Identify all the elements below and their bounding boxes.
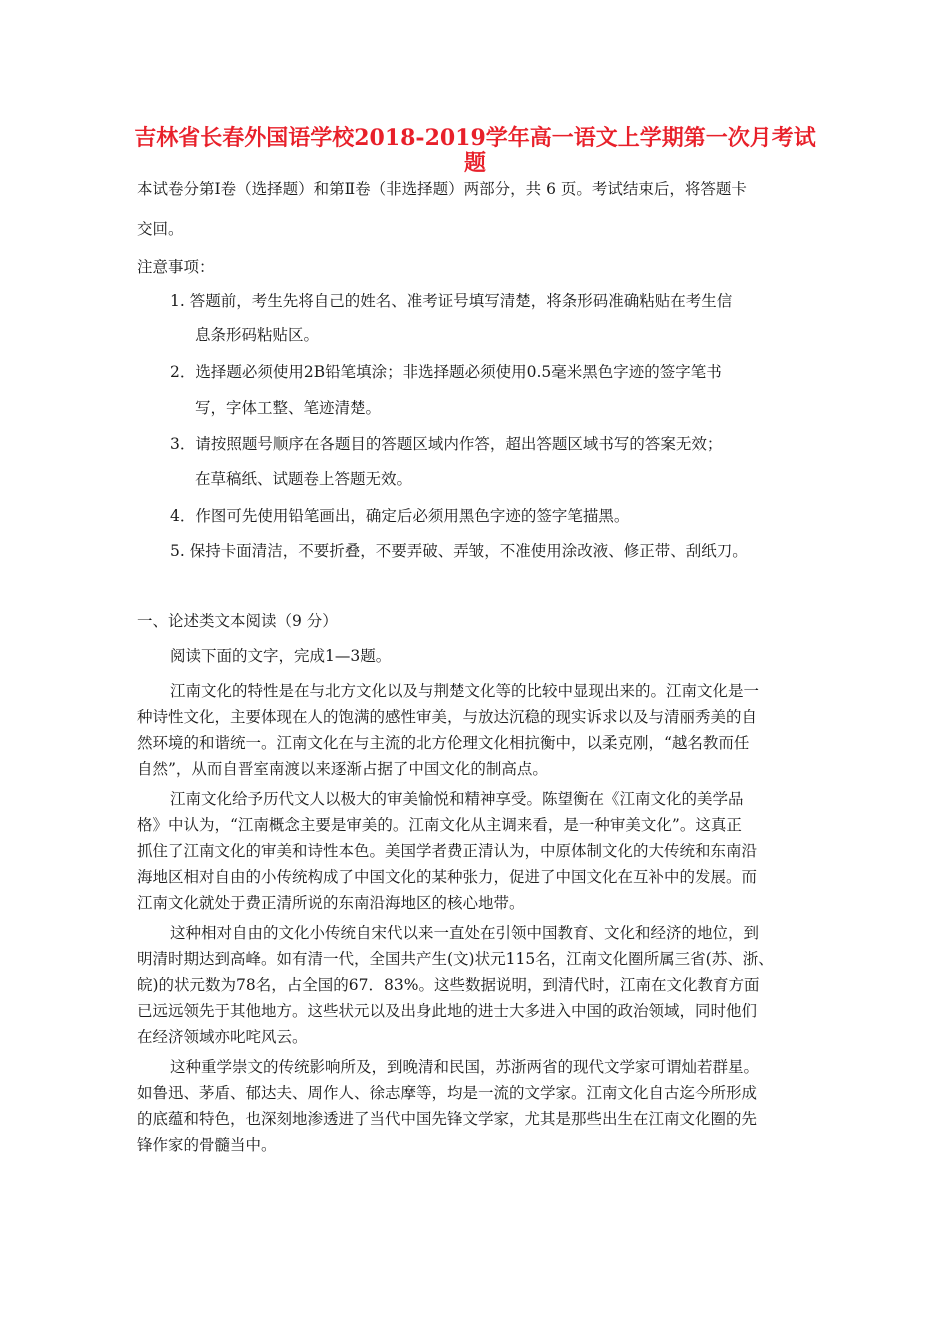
intro-line-2: 交回。 (137, 220, 184, 238)
notice-item-2: 2．选择题必须使用2B铅笔填涂；非选择题必须使用0.5毫米黑色字迹的签字笔书 (170, 363, 722, 381)
intro-line-1: 本试卷分第Ⅰ卷（选择题）和第Ⅱ卷（非选择题）两部分，共 6 页。考试结束后，将答题卡 (137, 180, 747, 198)
passage-line: 抓住了江南文化的审美和诗性本色。美国学者费正清认为，中原体制文化的大传统和东南沿 (137, 842, 758, 860)
passage-line: 江南文化的特性是在与北方文化以及与荆楚文化等的比较中显现出来的。江南文化是一 (170, 682, 760, 700)
passage-line: 锋作家的骨髓当中。 (137, 1136, 277, 1154)
passage-line: 海地区相对自由的小传统构成了中国文化的某种张力，促进了中国文化在互补中的发展。而 (137, 868, 758, 886)
notice-item-5: 5. 保持卡面清洁，不要折叠，不要弄破、弄皱，不准使用涂改液、修正带、刮纸刀。 (170, 542, 748, 560)
document-title-line-1: 吉林省长春外国语学校2018-2019学年高一语文上学期第一次月考试 (134, 125, 816, 151)
passage-line: 江南文化就处于费正清所说的东南沿海地区的核心地带。 (137, 894, 525, 912)
passage-line: 然环境的和谐统一。江南文化在与主流的北方伦理文化相抗衡中，以柔克刚，“越名教而任 (137, 734, 750, 752)
passage-line: 已远远领先于其他地方。这些状元以及出身此地的进士大多进入中国的政治领域，同时他们 (137, 1002, 758, 1020)
reading-instruction: 阅读下面的文字，完成1—3题。 (170, 647, 392, 665)
notice-item-3-cont: 在草稿纸、试题卷上答题无效。 (195, 470, 413, 488)
passage-line: 江南文化给予历代文人以极大的审美愉悦和精神享受。陈望衡在《江南文化的美学品 (170, 790, 744, 808)
passage-line: 自然”，从而自晋室南渡以来逐渐占据了中国文化的制高点。 (137, 760, 548, 778)
passage-line: 格》中认为，“江南概念主要是审美的。江南文化从主调来看，是一种审美文化”。这真正 (137, 816, 742, 834)
passage-line: 皖)的状元数为78名，占全国的67．83%。这些数据说明，到清代时，江南在文化教育方面 (137, 976, 760, 994)
notice-item-2-cont: 写，字体工整、笔迹清楚。 (195, 399, 382, 417)
notice-item-1: 1. 答题前，考生先将自己的姓名、准考证号填写清楚，将条形码准确粘贴在考生信 (170, 292, 733, 310)
section-heading: 一、论述类文本阅读（9 分） (137, 612, 338, 630)
passage-line: 这种重学崇文的传统影响所及，到晚清和民国，苏浙两省的现代文学家可谓灿若群星。 (170, 1058, 760, 1076)
notice-item-1-cont: 息条形码粘贴区。 (195, 326, 320, 344)
passage-line: 的底蕴和特色，也深刻地渗透进了当代中国先锋文学家，尤其是那些出生在江南文化圈的先 (137, 1110, 758, 1128)
document-title-line-2: 题 (463, 150, 486, 176)
notice-item-4: 4．作图可先使用铅笔画出，确定后必须用黑色字迹的签字笔描黑。 (170, 507, 630, 525)
passage-line: 明清时期达到高峰。如有清一代，全国共产生(文)状元115名，江南文化圈所属三省(苏、浙、 (137, 950, 774, 968)
notice-item-3: 3．请按照题号顺序在各题目的答题区域内作答，超出答题区域书写的答案无效； (170, 435, 723, 453)
passage-line: 这种相对自由的文化小传统自宋代以来一直处在引领中国教育、文化和经济的地位，到 (170, 924, 760, 942)
passage-line: 种诗性文化，主要体现在人的饱满的感性审美，与放达沉稳的现实诉求以及与清丽秀美的自 (137, 708, 758, 726)
notice-heading: 注意事项： (137, 258, 215, 276)
passage-line: 在经济领域亦叱咤风云。 (137, 1028, 308, 1046)
passage-line: 如鲁迅、茅盾、郁达夫、周作人、徐志摩等，均是一流的文学家。江南文化自古迄今所形成 (137, 1084, 758, 1102)
